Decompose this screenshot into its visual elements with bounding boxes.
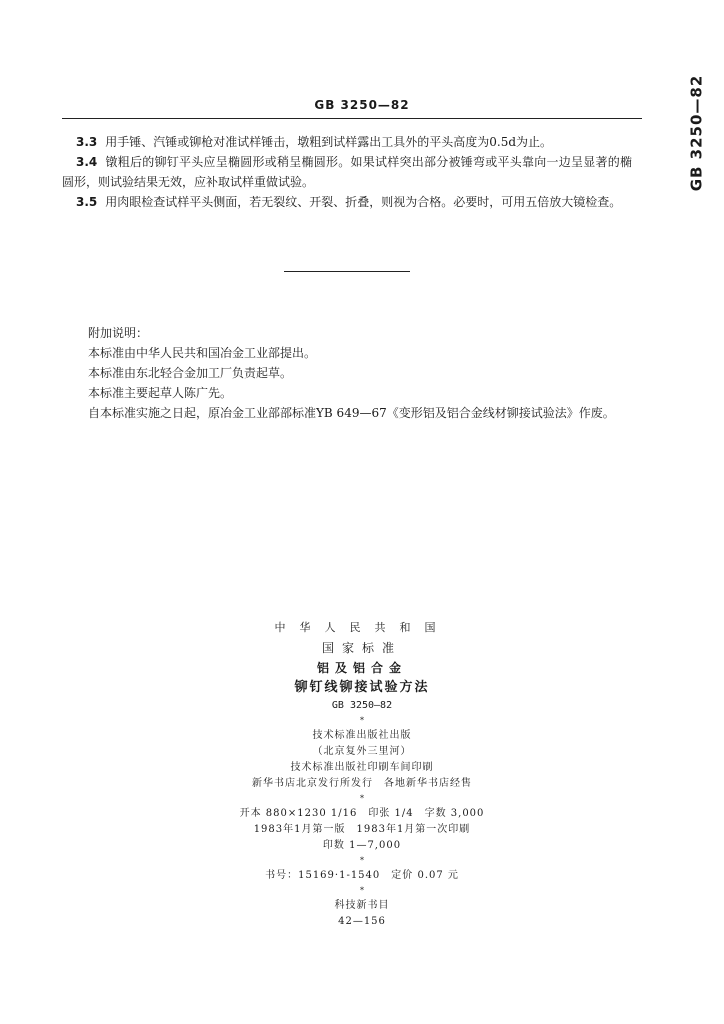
colophon-catalog-number: 42—156 — [338, 916, 386, 927]
header-standard-code: GB 3250—82 — [314, 98, 410, 112]
clause-number: 3.3 — [76, 135, 98, 149]
additional-notes — [62, 323, 632, 423]
colophon-editions: 1983年1月第一版 1983年1月第一次印刷 — [253, 824, 471, 835]
notes-line: 本标准由中华人民共和国冶金工业部提出。 — [88, 346, 317, 360]
clause-text: 镦粗后的铆钉平头应呈椭圆形或稍呈椭圆形。如果试样突出部分被锤弯或平头靠向一边呈显著的椭圆形，则试验结果无效，应补取试样重做试验。 — [62, 155, 632, 189]
colophon-address: （北京复外三里河） — [312, 746, 412, 757]
colophon-format: 开本 880×1230 1/16 印张 1/4 字数 3,000 — [239, 808, 485, 819]
header-rule — [62, 118, 642, 119]
clauses-section — [62, 132, 632, 212]
clause-text: 用手锤、汽锤或铆枪对准试样锤击，墩粗到试样露出工具外的平头高度为0.5d为止。 — [105, 135, 553, 149]
colophon-publisher: 技术标准出版社出版 — [312, 730, 412, 741]
colophon-series: 科技新书目 — [334, 900, 390, 911]
clause-text: 用肉眼检查试样平头侧面，若无裂纹、开裂、折叠，则视为合格。必要时，可用五倍放大镜检查。 — [105, 195, 622, 209]
star-separator: * — [360, 716, 364, 725]
notes-title: 附加说明： — [88, 326, 149, 340]
colophon-country: 中华人民共和国 — [274, 621, 450, 634]
side-standard-code — [676, 58, 716, 208]
colophon-book-number: 书号：15169·1-1540 定价 0.07 元 — [265, 870, 459, 881]
colophon-print-run: 印数 1—7,000 — [322, 840, 402, 851]
star-separator: * — [360, 794, 364, 803]
colophon-title: 铆钉线铆接试验方法 — [294, 680, 430, 695]
notes-line: 自本标准实施之日起，原冶金工业部部标准YB 649—67《变形铝及铝合金线材铆接试验法》作废。 — [88, 406, 615, 420]
colophon-subject: 铝及铝合金 — [316, 661, 407, 675]
clause-number: 3.5 — [76, 195, 98, 209]
star-separator: * — [360, 856, 364, 865]
notes-line: 本标准由东北轻合金加工厂负责起草。 — [88, 366, 293, 380]
side-standard-code-text: GB 3250—82 — [687, 74, 705, 192]
star-separator: * — [360, 886, 364, 895]
clause — [62, 192, 632, 212]
colophon-distribution: 新华书店北京发行所发行 各地新华书店经售 — [252, 778, 472, 789]
notes-line: 本标准主要起草人陈广先。 — [88, 386, 233, 400]
clause-number: 3.4 — [76, 155, 98, 169]
colophon-printer: 技术标准出版社印刷车间印刷 — [290, 762, 434, 773]
colophon-national-standard: 国家标准 — [321, 641, 402, 655]
colophon-code: GB 3250—82 — [331, 700, 393, 711]
section-divider — [284, 271, 410, 272]
clause — [62, 132, 632, 152]
clause — [62, 152, 632, 192]
colophon — [200, 620, 524, 930]
